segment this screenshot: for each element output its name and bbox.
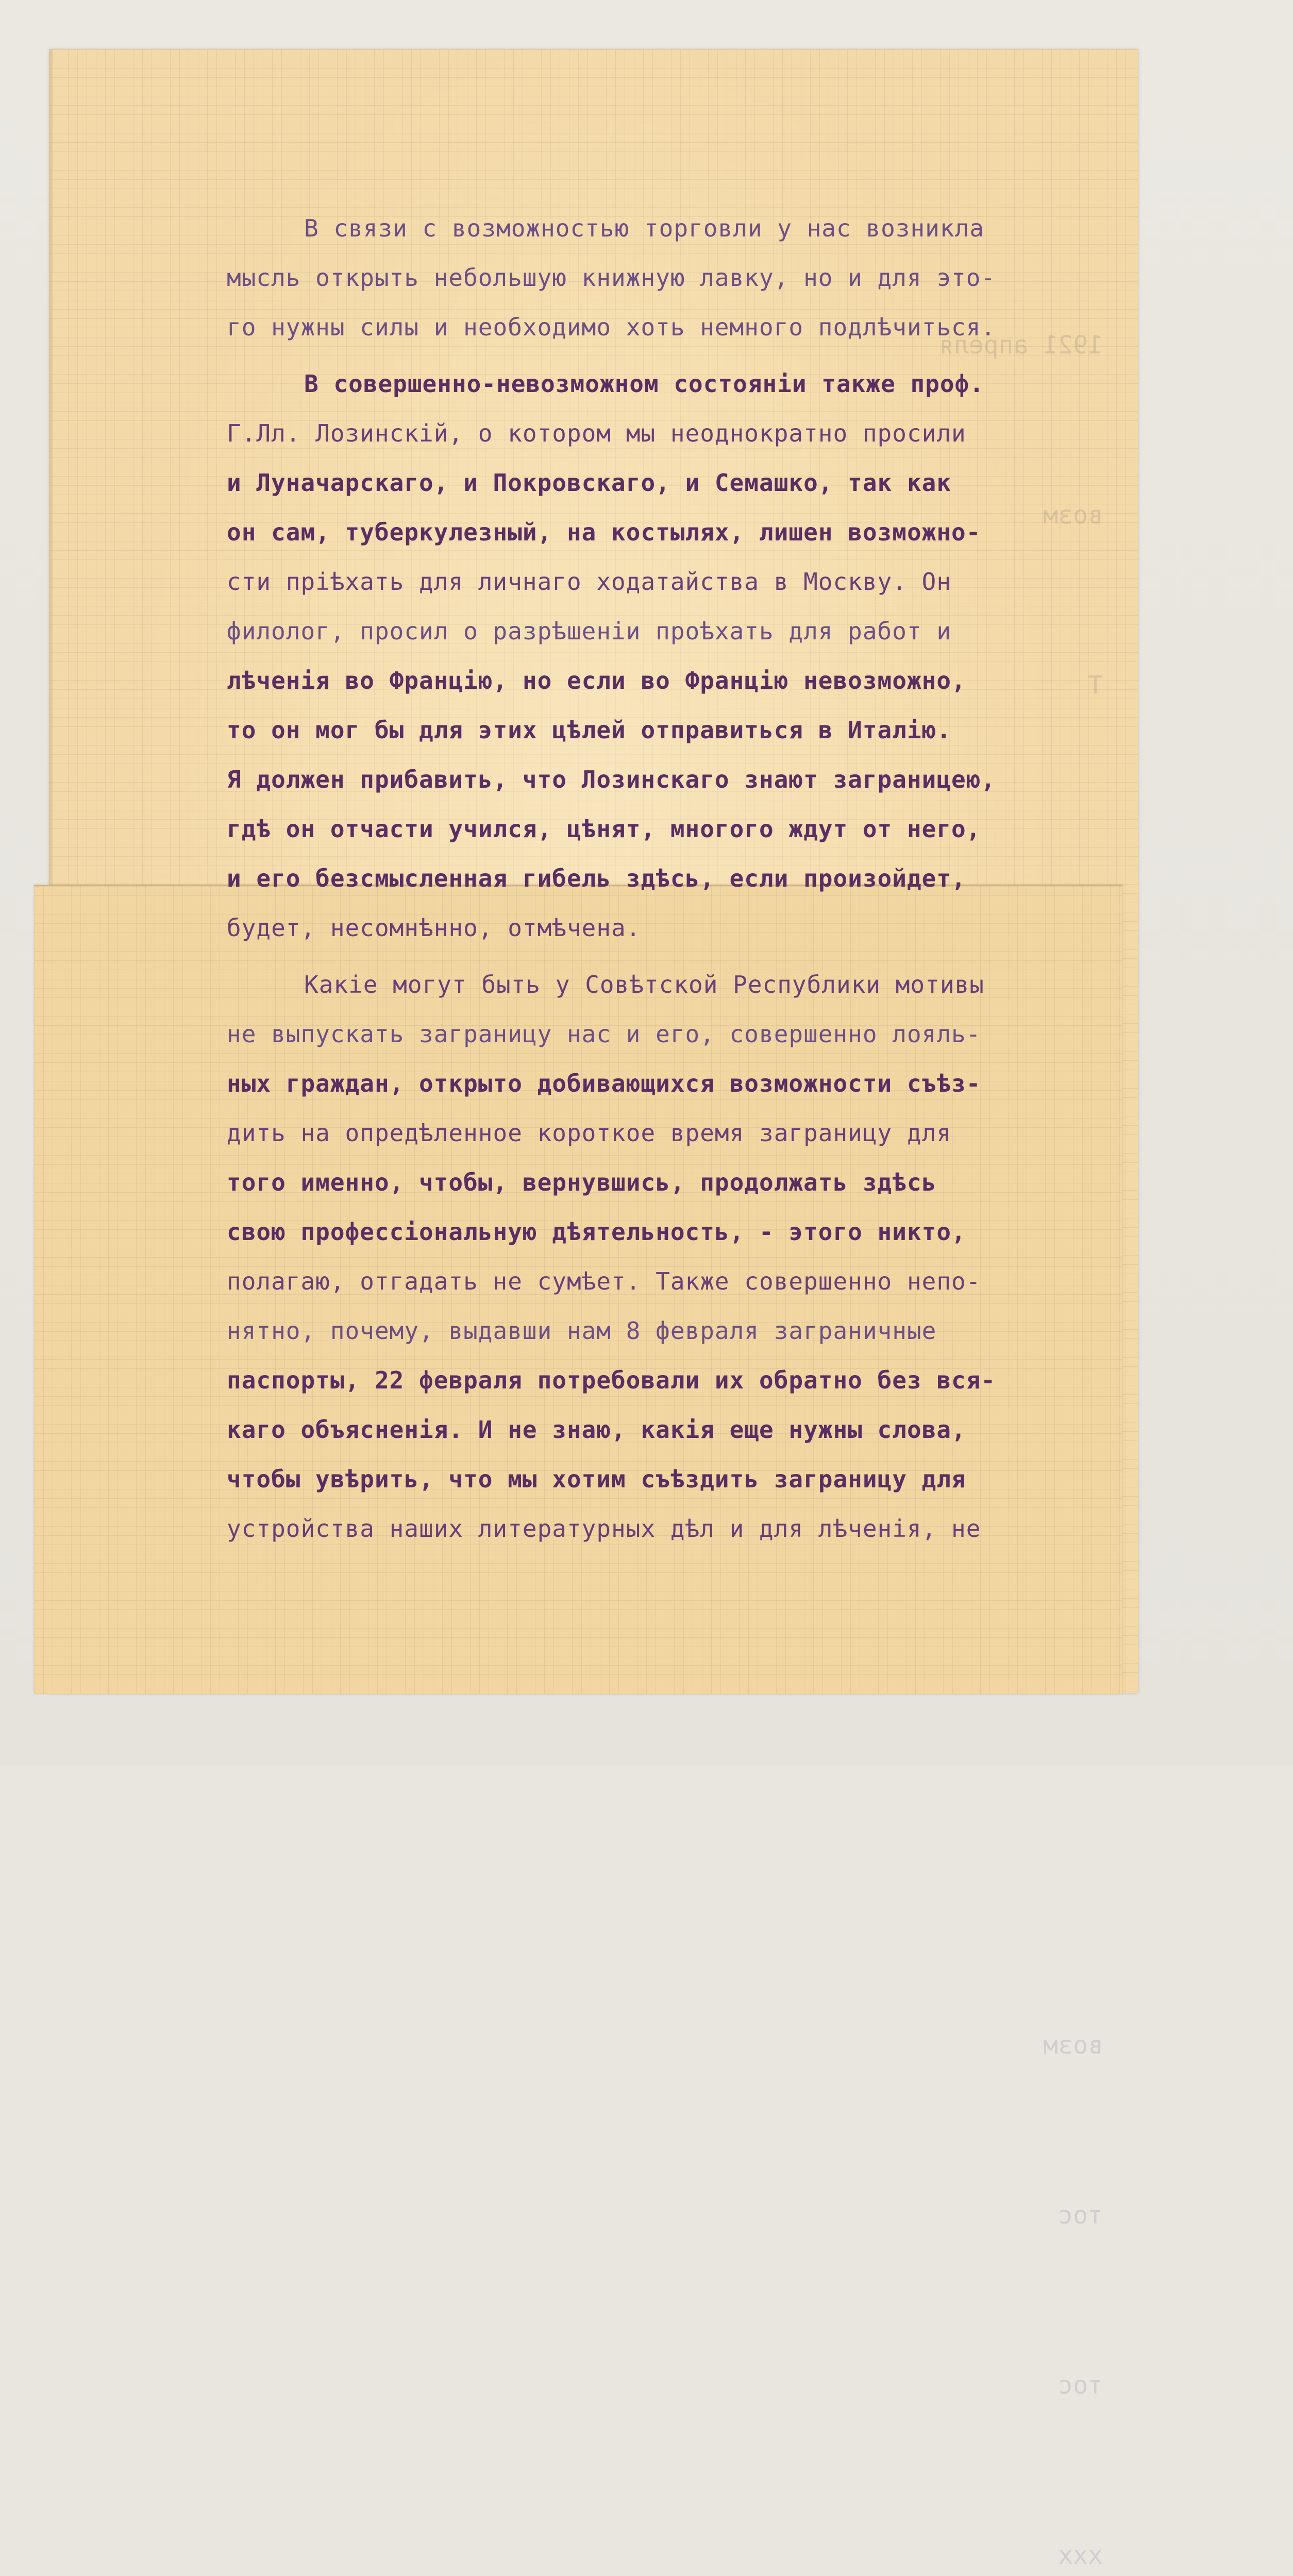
text-line: он сам, туберкулезный, на костылях, лишен возможно- (227, 518, 981, 546)
text-line: Какiе могут быть у Совѣтской Республики мотивы (304, 971, 984, 998)
text-line: и Луначарскаго, и Покровскаго, и Семашко, так как (227, 469, 952, 497)
text-line: полагаю, отгадать не сумѣет. Также совершенно непо- (227, 1267, 981, 1295)
show-through-line: возм (1043, 501, 1103, 530)
text-line: нятно, почему, выдавши нам 8 февраля заграничные (227, 1317, 937, 1345)
text-line: ных граждан, открыто добивающихся возможности съѣз- (227, 1070, 981, 1097)
text-line: Г.Лл. Лозинскiй, о котором мы неоднократно просили (227, 419, 966, 447)
text-line: каго объясненiя. И не знаю, какiя еще нужны слова, (227, 1416, 966, 1444)
show-through-line: Т (1088, 671, 1103, 700)
show-through-line: тос (1058, 2201, 1103, 2230)
text-line: то он мог бы для этих цѣлей отправиться в Италiю. (227, 716, 952, 744)
text-line: свою профессiональную дѣятельность, - этого никто, (227, 1218, 966, 1246)
show-through-line (124, 1677, 1103, 1734)
text-line: Я должен прибавить, что Лозинскаго знают заграницею, (227, 766, 996, 793)
text-line: устройства наших литературных дѣл и для лѣченiя, не (227, 1515, 981, 1543)
text-line: паспорты, 22 февраля потребовали их обратно без вся- (227, 1366, 996, 1394)
show-through-line: тос (1058, 2371, 1103, 2400)
show-through-line: 1921 апреля (939, 331, 1103, 360)
text-line: В связи с возможностью торговли у нас возникла (304, 214, 984, 242)
text-line: дить на опредѣленное короткое время заграницу для (227, 1119, 952, 1147)
text-line: го нужны силы и необходимо хоть немного подлѣчиться. (227, 313, 996, 341)
text-line: гдѣ он отчасти учился, цѣнят, многого ждут от него, (227, 815, 981, 843)
text-line: и его безсмысленная гибель здѣсь, если произойдет, (227, 865, 966, 892)
text-line: лѣченiя во Францiю, но если во Францiю невозможно, (227, 667, 966, 694)
show-through-line (124, 1847, 1103, 1904)
text-line: сти прiѣхать для личнаго ходатайства в Москву. Он (227, 568, 952, 596)
text-line: В совершенно-невозможном состоянiи также проф. (304, 370, 984, 398)
text-line: будет, несомнѣнно, отмѣчена. (227, 914, 641, 942)
text-line: того именно, чтобы, вернувшись, продолжать здѣсь (227, 1168, 937, 1196)
show-through-line: ххх (1058, 2541, 1103, 2570)
typed-letter-body (227, 204, 1129, 1553)
text-line: мысль открыть небольшую книжную лавку, но и для это- (227, 264, 996, 292)
show-through-line: возм (1043, 2031, 1103, 2060)
text-line: не выпускать заграницу нас и его, совершенно лояль- (227, 1020, 981, 1048)
text-line: чтобы увѣрить, что мы хотим съѣздить заграницу для (227, 1465, 966, 1493)
text-line: филолог, просил о разрѣшенiи проѣхать для работ и (227, 617, 952, 645)
